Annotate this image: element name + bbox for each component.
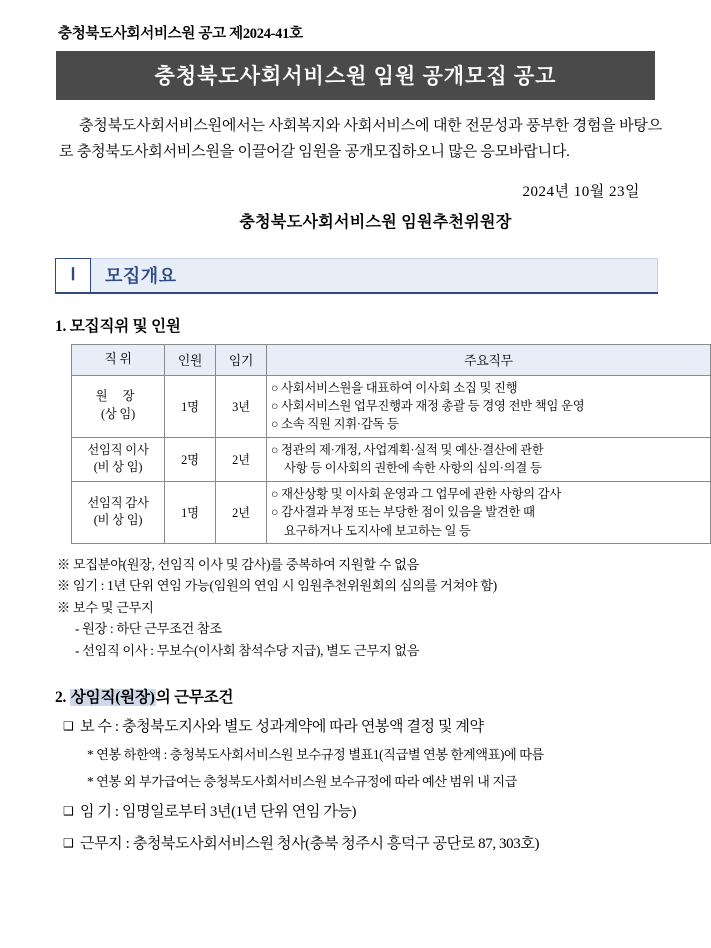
duty-line: ○ 감사결과 부정 또는 부당한 점이 있음을 발견한 때 — [271, 505, 535, 520]
duty-line: 요구하거나 도지사에 보고하는 일 등 — [284, 523, 471, 538]
recruitment-table — [71, 344, 711, 545]
condition-subnote: * 연봉 하한액 : 충청북도사회서비스원 보수규정 별표1(직급별 연봉 한계액표)에 따름 — [87, 747, 544, 763]
cell-duties — [267, 437, 711, 481]
header-term: 임기 — [216, 344, 267, 375]
list-item — [63, 716, 658, 739]
list-item — [63, 833, 658, 856]
working-conditions-list — [63, 716, 658, 857]
square-bullet-icon: ❑ — [63, 718, 74, 733]
position-line-1: 선임직 이사 — [87, 442, 149, 457]
subsection-2-prefix: 2. — [55, 688, 70, 706]
cell-term: 2년 — [216, 437, 267, 481]
duty-line: 사항 등 이사회의 권한에 속한 사항의 심의·의결 등 — [284, 461, 542, 476]
duty-line: ○ 재산상황 및 이사회 운영과 그 업무에 관한 사항의 감사 — [271, 486, 562, 501]
duty-line: ○ 정관의 제·개정, 사업계획·실적 및 예산·결산에 관한 — [271, 442, 544, 457]
section-number: Ⅰ — [55, 258, 91, 292]
header-position: 직 위 — [72, 344, 165, 375]
cell-position — [72, 437, 165, 481]
note-subline: - 원장 : 하단 근무조건 참조 — [75, 621, 222, 637]
document-title-bar: 충청북도사회서비스원 임원 공개모집 공고 — [56, 51, 655, 100]
square-bullet-icon: ❑ — [63, 804, 74, 819]
document-number: 충청북도사회서비스원 공고 제2024-41호 — [58, 26, 303, 42]
condition-subnote: * 연봉 외 부가급여는 충청북도사회서비스원 보수규정에 따라 예산 범위 내 지급 — [87, 773, 518, 789]
position-line-1: 선임직 감사 — [87, 495, 149, 510]
duty-line: ○ 사회서비스원 업무진행과 재정 총괄 등 경영 전반 책임 운영 — [271, 399, 585, 414]
position-line-2: (비 상 임) — [93, 460, 143, 475]
table-row — [72, 375, 711, 437]
subsection-title-1: 1. 모집직위 및 인원 — [55, 317, 181, 335]
duty-line: ○ 소속 직원 지휘·감독 등 — [271, 417, 399, 432]
condition-text: 임 기 : 임명일로부터 3년(1년 단위 연임 가능) — [80, 804, 357, 821]
issuer-name: 충청북도사회서비스원 임원추천위원장 — [239, 213, 512, 231]
position-line-1: 원 장 — [95, 389, 141, 404]
table-header-row — [72, 344, 711, 375]
subsection-2-suffix: 의 근무조건 — [155, 688, 234, 706]
position-line-2: (비 상 임) — [93, 513, 143, 528]
list-item — [63, 801, 658, 824]
header-duties: 주요직무 — [267, 344, 711, 375]
cell-term: 3년 — [216, 375, 267, 437]
condition-text: 보 수 : 충청북도지사와 별도 성과계약에 따라 연봉액 결정 및 계약 — [80, 718, 484, 735]
cell-count: 2명 — [165, 437, 216, 481]
square-bullet-icon: ❑ — [63, 836, 74, 851]
note-line: ※ 모집분야(원장, 선임직 이사 및 감사)를 중복하여 지원할 수 없음 — [57, 557, 420, 573]
position-line-2: (상 임) — [100, 407, 136, 422]
table-row — [72, 437, 711, 481]
table-row — [72, 481, 711, 543]
section-header-1 — [55, 258, 658, 294]
cell-count: 1명 — [165, 375, 216, 437]
table-notes — [57, 554, 656, 661]
announcement-date: 2024년 10월 23일 — [522, 183, 640, 200]
cell-duties — [267, 481, 711, 543]
note-line: ※ 임기 : 1년 단위 연임 가능(임원의 연임 시 임원추천위원회의 심의를 거쳐야 함) — [57, 578, 497, 594]
note-subline: - 선임직 이사 : 무보수(이사회 참석수당 지급), 별도 근무지 없음 — [75, 642, 420, 658]
condition-text: 근무지 : 충청북도사회서비스원 청사(충북 청주시 흥덕구 공단로 87, 303호) — [80, 836, 540, 853]
header-count: 인원 — [165, 344, 216, 375]
cell-duties — [267, 375, 711, 437]
note-line: ※ 보수 및 근무지 — [57, 599, 154, 615]
cell-position — [72, 481, 165, 543]
cell-position — [72, 375, 165, 437]
subsection-title-2 — [55, 685, 678, 707]
intro-paragraph: 충청북도사회서비스원에서는 사회복지와 사회서비스에 대한 전문성과 풍부한 경험을 바탕으로 충청북도사회서비스원을 이끌어갈 임원을 공개모집하오니 많은 응모바랍니다. — [59, 118, 662, 160]
section-title: 모집개요 — [91, 258, 658, 292]
subsection-2-highlight: 상임직(원장) — [70, 688, 155, 706]
cell-count: 1명 — [165, 481, 216, 543]
cell-term: 2년 — [216, 481, 267, 543]
duty-line: ○ 사회서비스원을 대표하여 이사회 소집 및 진행 — [271, 380, 518, 395]
